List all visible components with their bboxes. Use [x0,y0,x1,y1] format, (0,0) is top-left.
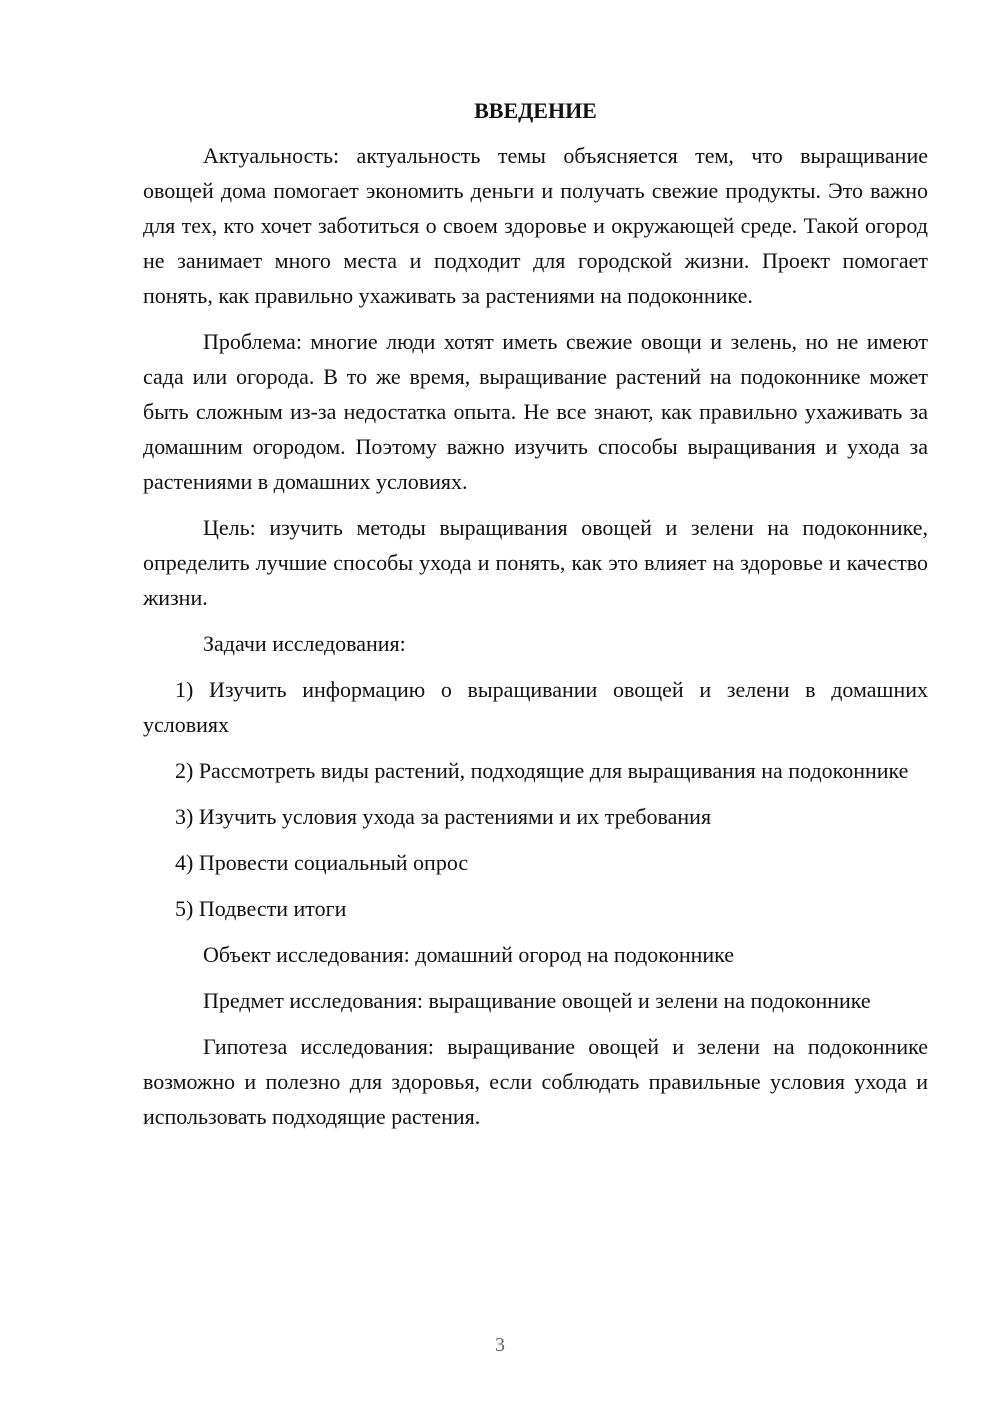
paragraph-problem: Проблема: многие люди хотят иметь свежие овощи и зелень, но не имеют сада или огорода. В то же время, выращивание растений на подоконнике может быть сложным из-за недостатка опыта. Не все знают, как правильно ухаживать за домашним огородом. Поэтому важно изучить способы выращивания и ухода за растениями в домашних условиях. [143,329,928,494]
paragraph-object: Объект исследования: домашний огород на подоконнике [203,942,735,967]
task-item-3: 3) Изучить условия ухода за растениями и их требования [175,804,712,829]
section-title: ВВЕДЕНИЕ [474,98,597,123]
task-item-2: 2) Рассмотреть виды растений, подходящие для выращивания на подоконнике [175,758,909,783]
paragraph-hypothesis: Гипотеза исследования: выращивание овощей и зелени на подоконнике возможно и полезно для здоровья, если соблюдать правильные условия ухода и использовать подходящие растения. [143,1034,928,1129]
document-page [143,95,928,1145]
paragraph-goal: Цель: изучить методы выращивания овощей и зелени на подоконнике, определить лучшие способы ухода и понять, как это влияет на здоровье и качество жизни. [143,515,928,610]
tasks-heading: Задачи исследования: [203,631,406,656]
task-item-5: 5) Подвести итоги [175,896,347,921]
task-item-1: 1) Изучить информацию о выращивании овощей и зелени в домашних условиях [143,677,928,737]
page-number: 3 [495,1334,505,1356]
paragraph-relevance: Актуальность: актуальность темы объясняется тем, что выращивание овощей дома помогает экономить деньги и получать свежие продукты. Это важно для тех, кто хочет заботиться о своем здоровье и окружающей среде. Такой огород не занимает много места и подходит для городской жизни. Проект помогает понять, как правильно ухаживать за растениями на подоконнике. [143,143,928,308]
task-item-4: 4) Провести социальный опрос [175,850,469,875]
paragraph-subject: Предмет исследования: выращивание овощей и зелени на подоконнике [203,988,871,1013]
